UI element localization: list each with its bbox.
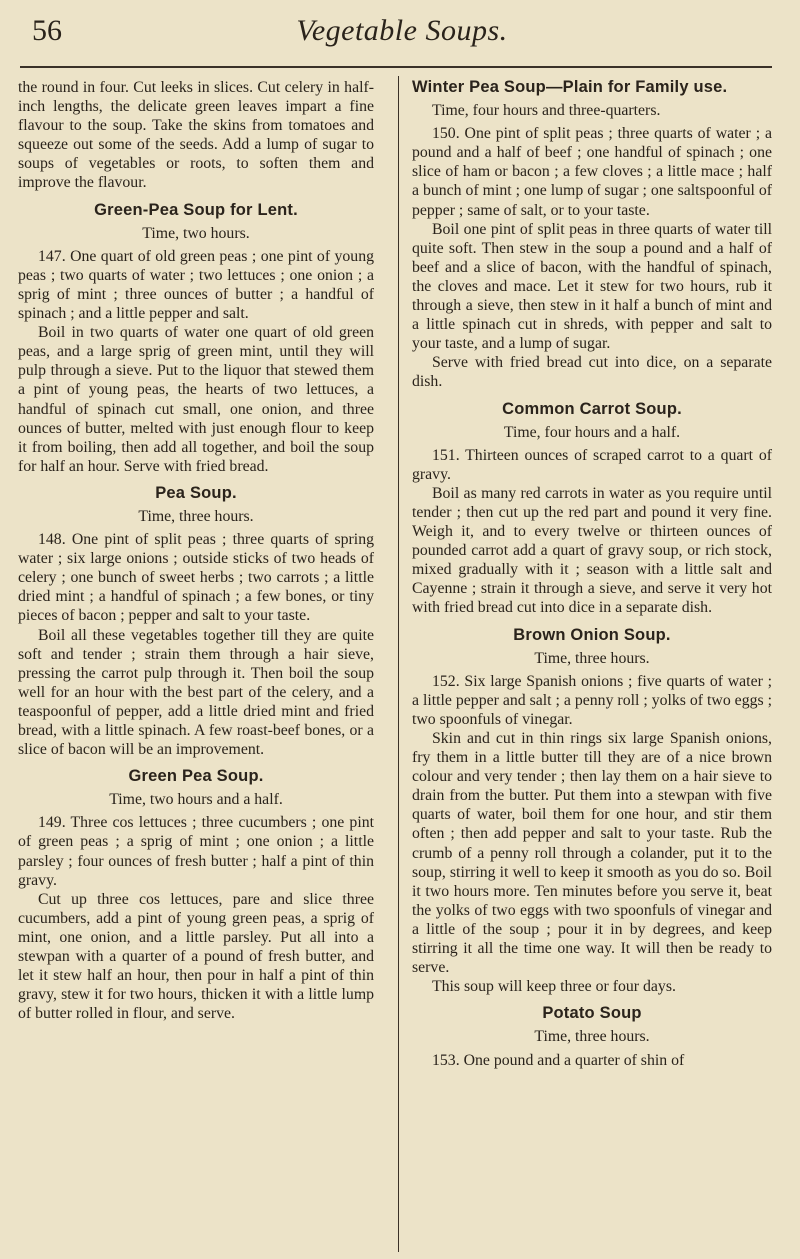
page-number: 56 [32,14,62,47]
intro-paragraph: the round in four. Cut leeks in slices. Cut celery in half-inch lengths, the delicate green leaves impart a fine flavour to the soup. Take the skins from tomatoes and squeeze out some of the seeds. Add a lump of sugar to soups of vegetables or roots, to soften them and improve the flavour. [18,79,374,192]
column-divider [398,76,399,1252]
recipe-method: Boil all these vegetables together till they are quite soft and tender ; strain them through a hair sieve, pressing the carrot pulp through it. Then boil the soup well for an hour with the best part of the celery, and a teaspoonful of pepper, add a little dried mint and fried bread, with a little spinach. A few roast-beef bones, or a slice of bacon will be an improvement. [18,626,374,759]
header-rule [20,66,772,68]
recipe-ingredients: 149. Three cos lettuces ; three cucumbers ; one pint of green peas ; a sprig of mint ; one onion ; a little parsley ; four ounces of fresh butter ; half a pint of thin gravy. [18,814,374,889]
recipe-time: Time, three hours. [138,507,254,525]
recipe-serving-note: This soup will keep three or four days. [432,978,676,996]
recipe-title: Potato Soup [542,1004,642,1023]
recipe-time: Time, four hours and a half. [503,423,681,441]
recipe-method: Cut up three cos lettuces, pare and slice three cucumbers, add a pint of young green peas, a sprig of mint, one onion, and a little parsley. Put all into a stewpan with a quarter of a pound of fresh butter, and let it stew half an hour, then pour in half a pint of thin gravy, stew it for two hours, thicken it with a little lump of butter rolled in flour, and serve. [18,890,374,1023]
recipe-time: Time, three hours. [534,1028,650,1046]
recipe-time: Time, three hours. [534,649,650,667]
recipe-ingredients: 150. One pint of split peas ; three quarts of water ; a pound and a half of beef ; one handful of spinach ; one slice of ham or bacon ; a few cloves ; a little mace ; half a bunch of mint ; one lump of sugar ; one saltspoonful of pepper ; same of salt, or to your taste. [412,125,772,219]
recipe-title: Green Pea Soup. [128,767,264,786]
recipe-method: Skin and cut in thin rings six large Spanish onions, fry them in a little butter till they are of a nice brown colour and very tender ; then lay them on a hair sieve to drain from the butter. Put them into a stewpan with five quarts of water, boil them for one hour, and stir them often ; then add pepper and salt to your taste. Rub the crumb of a penny roll through a colander, put it to the soup, stirring it well to keep it smooth as you do so. Boil it two hours more. Ten minutes before you serve it, beat the yolks of two eggs with two spoonfuls of vinegar and a little of the soup ; pour it in by degrees, and keep stirring it all the time one way. It will then be ready to serve. [412,730,772,977]
recipe-ingredients: 153. One pound and a quarter of shin of [432,1051,685,1069]
recipe-method: Boil in two quarts of water one quart of old green peas, and a large sprig of green mint, until they will pulp through a sieve. Put to the liquor that stewed them a pint of young peas, the hearts of two lettuces, a handful of spinach cut small, one onion, and three ounces of butter, melted with just enough flour to keep it from boiling, then add all together, and boil the soup for half an hour. Serve with fried bread. [18,324,374,475]
recipe-time: Time, two hours. [142,224,250,242]
running-title: Vegetable Soups. [296,14,508,47]
recipe-serving-note: Serve with fried bread cut into dice, on a separate dish. [412,354,772,391]
recipe-title: Pea Soup. [155,483,237,502]
recipe-time: Time, four hours and three-quarters. [432,102,661,120]
right-column [412,78,772,1070]
recipe-ingredients: 152. Six large Spanish onions ; five quarts of water ; a little pepper and salt ; a penny roll ; yolks of two eggs ; two spoonfuls of vinegar. [412,672,772,728]
recipe-method: Boil as many red carrots in water as you require until tender ; then cut up the red part and pound it very fine. Weigh it, and to every twelve or thirteen ounces of pounded carrot add a quart of gravy soup, or rich stock, mixed gradually with it ; season with a little salt and Cayenne ; strain it through a sieve, and serve it very hot with fried bread cut into dice in a separate dish. [412,484,772,617]
recipe-title: Brown Onion Soup. [513,625,671,644]
left-column [18,78,374,1023]
recipe-time: Time, two hours and a half. [109,791,283,809]
recipe-title: Winter Pea Soup—Plain for Family use. [412,78,728,96]
recipe-ingredients: 151. Thirteen ounces of scraped carrot to a quart of gravy. [412,446,772,483]
recipe-title: Green-Pea Soup for Lent. [94,200,298,219]
recipe-ingredients: 148. One pint of split peas ; three quarts of spring water ; six large onions ; outside sticks of two heads of celery ; one bunch of sweet herbs ; two carrots ; a little dried mint ; a handful of spinach ; a few bones, or tiny pieces of bacon ; pepper and salt to your taste. [18,531,374,625]
recipe-method: Boil one pint of split peas in three quarts of water till quite soft. Then stew in the soup a pound and a half of beef and a slice of bacon, with the handful of spinach, the cloves and mace. Let it stew for two hours, rub it through a sieve, then stew in it half a bunch of mint and a little spinach cut in shreds, with pepper and salt to your taste, and a lump of sugar. [412,220,772,353]
page-header [32,10,772,60]
recipe-ingredients: 147. One quart of old green peas ; one pint of young peas ; two quarts of water ; two lettuces ; one onion ; a sprig of mint ; three ounces of butter ; a handful of spinach ; and a little pepper and salt. [18,247,374,323]
recipe-title: Common Carrot Soup. [502,399,682,418]
